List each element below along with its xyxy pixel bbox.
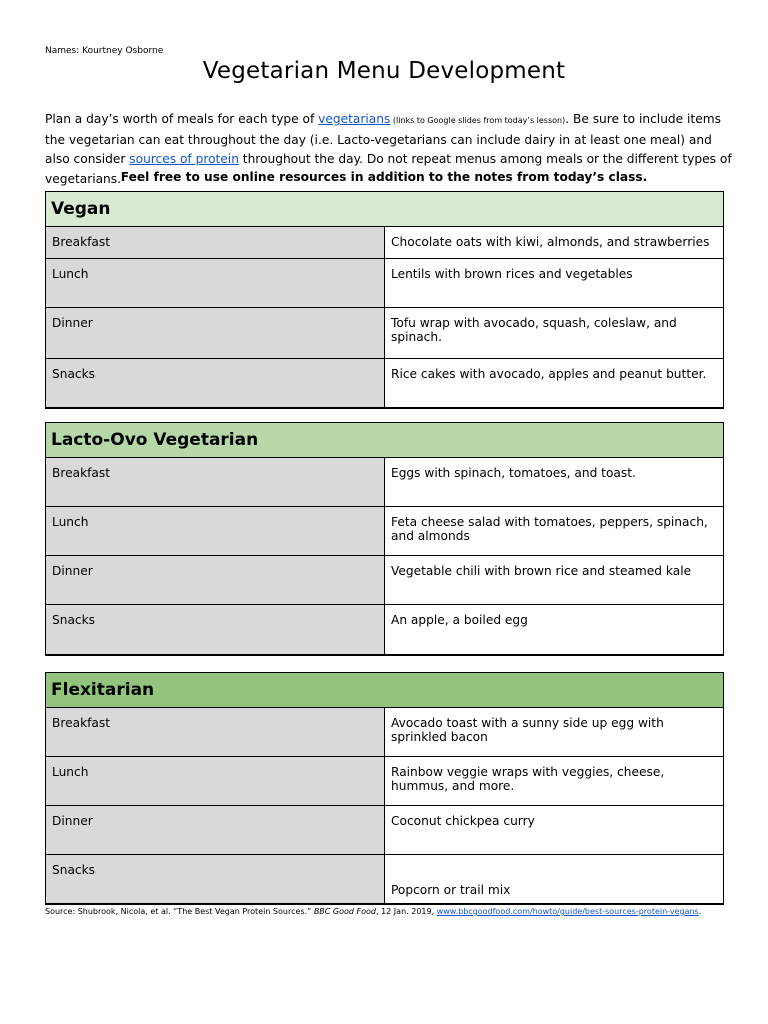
meal-description: Vegetable chili with brown rice and steamed kale xyxy=(385,556,724,605)
meal-description: Lentils with brown rices and vegetables xyxy=(385,259,724,308)
meal-label: Breakfast xyxy=(46,708,385,757)
sources-of-protein-link[interactable]: sources of protein xyxy=(129,152,239,166)
meal-label: Lunch xyxy=(46,757,385,806)
source-prefix: Source: Shubrook, Nicola, et al. “The Best Vegan Protein Sources.” xyxy=(45,907,314,916)
source-publication: BBC Good Food xyxy=(313,907,376,916)
intro-small-note: (links to Google slides from today’s lesson) xyxy=(390,116,566,125)
vegan-menu-table xyxy=(45,191,724,409)
source-url-link[interactable]: www.bbcgoodfood.com/howto/guide/best-sources-protein-vegans xyxy=(436,907,699,916)
meal-label: Dinner xyxy=(46,806,385,855)
meal-label: Lunch xyxy=(46,507,385,556)
resources-note: Feel free to use online resources in addition to the notes from today’s class. xyxy=(120,170,648,184)
meal-description: Feta cheese salad with tomatoes, peppers, spinach, and almonds xyxy=(385,507,724,556)
section-heading-lacto-ovo: Lacto-Ovo Vegetarian xyxy=(46,423,724,458)
meal-label: Dinner xyxy=(46,556,385,605)
meal-description: Rainbow veggie wraps with veggies, cheese, hummus, and more. xyxy=(385,757,724,806)
source-date: , 12 Jan. 2019, xyxy=(376,907,437,916)
source-suffix: . xyxy=(698,907,702,916)
meal-label: Breakfast xyxy=(46,227,385,259)
intro-text-3: throughout the day. Do not repeat menus among meals or the different types of vegetarians. xyxy=(45,152,732,186)
meal-label: Dinner xyxy=(46,308,385,359)
meal-description: An apple, a boiled egg xyxy=(385,605,724,655)
section-heading-vegan: Vegan xyxy=(46,192,724,227)
meal-label: Lunch xyxy=(46,259,385,308)
lacto-ovo-menu-table xyxy=(45,422,724,656)
source-citation xyxy=(45,907,745,916)
section-heading-flexitarian: Flexitarian xyxy=(46,673,724,708)
intro-text-2: . Be sure to include items the vegetarian can eat throughout the day (i.e. Lacto-vegetarians can include dairy in at least one meal) and also consider xyxy=(45,112,721,166)
meal-description: Avocado toast with a sunny side up egg with sprinkled bacon xyxy=(385,708,724,757)
flexitarian-menu-table xyxy=(45,672,724,905)
vegetarians-link[interactable]: vegetarians xyxy=(318,112,391,126)
meal-description: Popcorn or trail mix xyxy=(385,855,724,904)
names-line: Names: Kourtney Osborne xyxy=(45,46,164,56)
page-title: Vegetarian Menu Development xyxy=(202,58,566,84)
meal-description: Tofu wrap with avocado, squash, coleslaw, and spinach. xyxy=(385,308,724,359)
meal-label: Snacks xyxy=(46,605,385,655)
meal-label: Breakfast xyxy=(46,458,385,507)
meal-description: Eggs with spinach, tomatoes, and toast. xyxy=(385,458,724,507)
meal-description: Coconut chickpea curry xyxy=(385,806,724,855)
intro-text-1: Plan a day’s worth of meals for each type of xyxy=(45,112,319,126)
meal-label: Snacks xyxy=(46,855,385,904)
meal-description: Chocolate oats with kiwi, almonds, and strawberries xyxy=(385,227,724,259)
meal-description: Rice cakes with avocado, apples and peanut butter. xyxy=(385,359,724,408)
meal-label: Snacks xyxy=(46,359,385,408)
